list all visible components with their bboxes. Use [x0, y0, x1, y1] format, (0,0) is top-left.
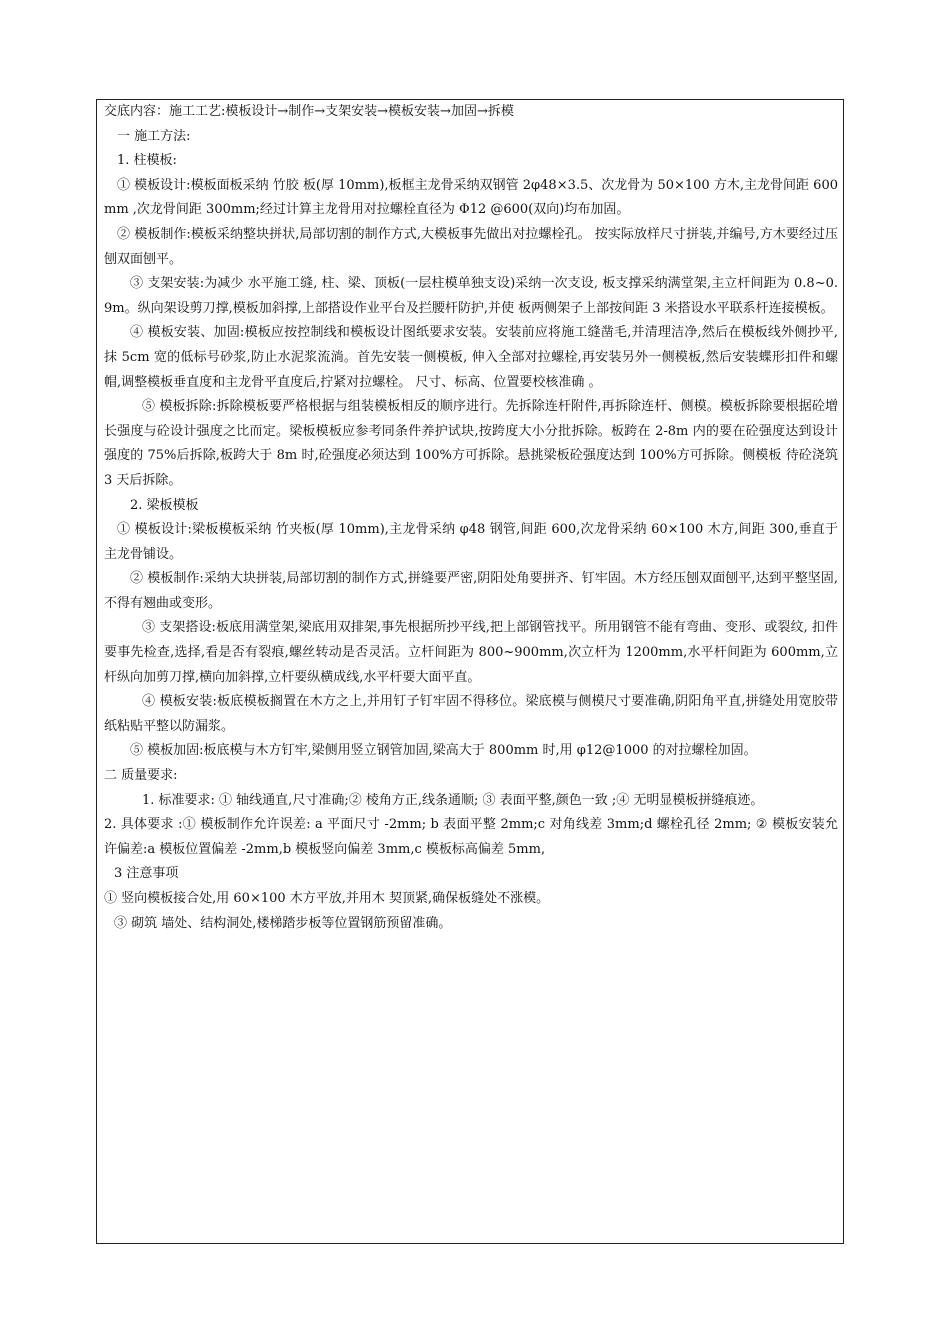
- column-install-paragraph: ④ 模板安装、加固:模板应按控制线和模板设计图纸要求安装。安装前应将施工缝凿毛,并清理洁净,然后在模板线外侧抄平,抹 5cm 宽的低标号砂浆,防止水泥浆流淌。首先安装一侧模板, 伸入全部对拉螺栓,再安装另外一侧模板,然后安装蝶形扣件和螺帽,调整模板垂直度和主龙骨平直度后,拧紧对拉螺栓。 尺寸、标高、位置要校核准确 。: [104, 325, 838, 390]
- document-body: [104, 100, 838, 936]
- column-fabrication-paragraph: ② 模板制作:模板采纳整块拼状,局部切割的制作方式,大模板事先做出对拉螺栓孔。 按实际放样尺寸拼装,并编号,方木要经过压刨双面刨平。: [104, 226, 838, 267]
- subsection-2-heading: 2. 梁板模板: [130, 497, 199, 513]
- beam-support-paragraph: ③ 支架搭设:板底用满堂架,梁底用双排架,事先根据所抄平线,把上部钢管找平。所用钢管不能有弯曲、变形、或裂纹, 扣件要事先检查,选择,看是否有裂痕,螺丝转动是否灵活。立杆间距为 800~900mm,次立杆为 1200mm,水平杆间距为 600mm,立杆纵向加剪刀撑,横向加斜撑,立杆要纵横成线,水平杆要大面平直。: [104, 620, 838, 685]
- beam-design-paragraph: ① 模板设计:梁板模板采纳 竹夹板(厚 10mm),主龙骨采纳 φ48 钢管,间距 600,次龙骨采纳 60×100 木方,间距 300,垂直于主龙骨铺设。: [104, 522, 838, 562]
- beam-fabrication-paragraph: ② 模板制作:采纳大块拼装,局部切割的制作方式,拼缝要严密,阴阳处角要拼齐、钉牢固。木方经压刨双面刨平,达到平整坚固,不得有翘曲或变形。: [104, 571, 838, 611]
- column-design-paragraph: ① 模板设计:模板面板采纳 竹胶 板(厚 10mm),板框主龙骨采纳双钢管 2φ48×3.5、次龙骨为 50×100 方木,主龙骨间距 600mm ,次龙骨间距 300mm;经过计算主龙骨用对拉螺栓直径为 Φ12 @600(双向)均布加固。: [104, 177, 838, 218]
- quality-standard-paragraph: 1. 标准要求: ① 轴线通直,尺寸准确;② 棱角方正,线条通顺; ③ 表面平整,颜色一致 ;④ 无明显模板拼缝痕迹。: [142, 792, 764, 808]
- quality-specific-paragraph: 2. 具体要求 :① 模板制作允许误差: a 平面尺寸 -2mm; b 表面平整 2mm;c 对角线差 3mm;d 螺栓孔径 2mm; ② 模板安装允许偏差:a 模板位置偏差 -2mm,b 模板竖向偏差 3mm,c 模板标高偏差 5mm,: [104, 817, 838, 857]
- beam-install-paragraph: ④ 模板安装:板底模板搁置在木方之上,并用钉子钉牢固不得移位。梁底模与侧模尺寸要准确,阴阳角平直,拼缝处用宽胶带纸粘贴平整以防漏浆。: [104, 694, 838, 734]
- column-support-paragraph: ③ 支架安装:为减少 水平施工缝, 柱、梁、顶板(一层柱模单独支设)采纳一次支设, 板支撑采纳满堂架,主立杆间距为 0.8~0.9m。纵向架设剪刀撑,模板加斜撑,上部搭设作业平台及拦腰杆防护,并使 板两侧架子上部按间距 3 米搭设水平联系杆连接模板。: [104, 276, 838, 316]
- beam-reinforce-paragraph: ⑤ 模板加固:板底模与木方钉牢,梁侧用竖立钢管加固,梁高大于 800mm 时,用 φ12@1000 的对拉螺栓加固。: [130, 743, 757, 759]
- column-removal-paragraph: ⑤ 模板拆除:拆除模板要严格根据与组装模板相反的顺序进行。先拆除连杆附件,再拆除连杆、侧模。模板拆除要根据砼增长强度与砼设计强度之比而定。梁板模板应参考同条件养护试块,按跨度大小分批拆除。板跨在 2-8m 内的要在砼强度达到设计强度的 75%后拆除,板跨大于 8m 时,砼强度必须达到 100%方可拆除。悬挑梁板砼强度达到 100%方可拆除。侧模板 待砼浇筑 3 天后拆除。: [104, 399, 838, 488]
- note-item-3: ③ 砌筑 墙处、结构洞处,楼梯踏步板等位置钢筋预留准确。: [114, 915, 452, 931]
- process-line: 交底内容：施工工艺:模板设计→制作→支架安装→模板安装→加固→拆模: [104, 104, 514, 119]
- section-1-heading: 一 施工方法:: [117, 128, 191, 144]
- section-2-heading: 二 质量要求:: [104, 768, 178, 784]
- note-item-1: ① 竖向模板接合处,用 60×100 木方平放,并用木 契顶紧,确保板缝处不涨模。: [104, 891, 550, 906]
- notes-heading: 3 注意事项: [114, 866, 179, 882]
- subsection-1-heading: 1. 柱模板:: [117, 153, 177, 169]
